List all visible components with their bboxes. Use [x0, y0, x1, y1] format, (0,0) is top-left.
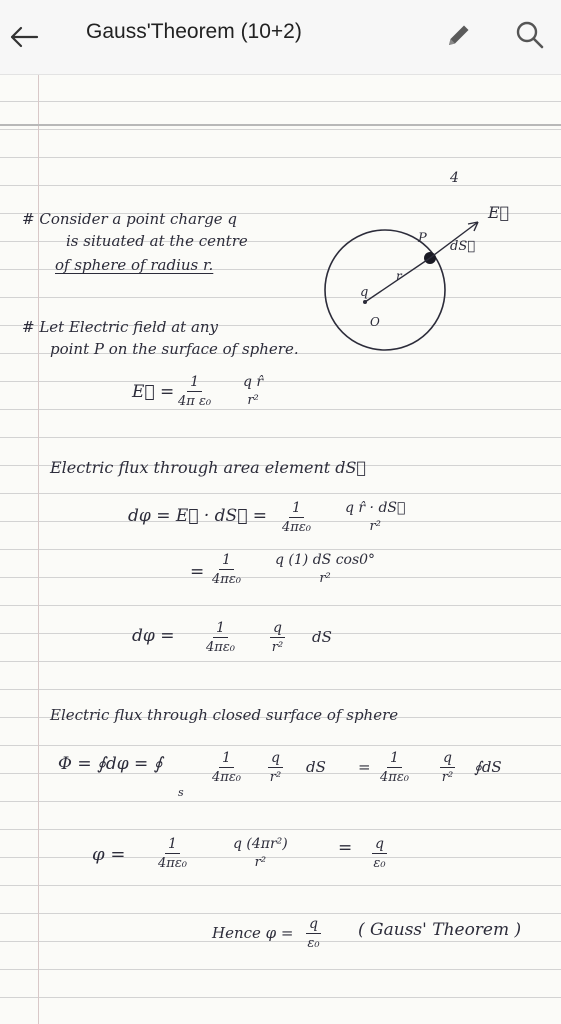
dphi2-rhs [272, 552, 378, 586]
header-rule [0, 124, 561, 126]
dphi-rhs-num: q r̂ · dS⃗ [345, 500, 406, 516]
app-bar [0, 0, 561, 75]
big-phi-sub: s [178, 786, 184, 799]
big-phi2-tail: ∮dS [474, 758, 502, 776]
intro-line-1: # Consider a point charge q [22, 210, 238, 228]
flux-heading: Electric flux through area element dS⃗ [50, 458, 367, 477]
eq-e-rhs-den: r² [247, 393, 259, 408]
big-phi2-rhs-num: q [440, 750, 455, 768]
phi-result-num: q [372, 836, 387, 854]
dphi3-frac [206, 620, 235, 655]
eq-e-frac [178, 374, 211, 409]
phi-mid-num: q (4πr²) [233, 836, 288, 852]
dphi-frac-den: 4πε₀ [282, 520, 312, 535]
big-phi-rhs-num: q [268, 750, 283, 768]
label-q: q [360, 285, 369, 300]
dphi2-frac-num: 1 [219, 552, 234, 570]
intro-line-2: is situated at the centre [66, 232, 248, 250]
hence-frac [306, 916, 321, 951]
dphi-rhs [342, 500, 408, 534]
big-phi-frac-den: 4πε₀ [212, 770, 242, 785]
closed-surface-heading: Electric flux through closed surface of sphere [50, 706, 399, 724]
hence-label: Hence φ = [212, 924, 294, 942]
big-phi-rhs-den: r² [269, 770, 282, 785]
dphi-lhs: dφ = E⃗ · dS⃗ = [128, 506, 268, 526]
eq-e-lhs: E⃗ = [132, 382, 175, 402]
eq-e-rhs-num: q r̂ [243, 374, 264, 390]
big-phi-lhs: Φ = ∮dφ = ∮ [58, 754, 163, 774]
dphi2-rhs-den: r² [319, 571, 331, 586]
dphi-frac-num: 1 [289, 500, 304, 518]
dphi3-rhs [270, 620, 285, 655]
label-p: P [418, 231, 427, 246]
big-phi2-frac-den: 4πε₀ [380, 770, 410, 785]
big-phi-tail: dS [306, 758, 326, 776]
edit-button[interactable] [441, 17, 477, 53]
intro-line-3: of sphere of radius r. [55, 256, 214, 274]
phi-result-den: ε₀ [373, 856, 386, 871]
big-phi2-rhs-den: r² [441, 770, 454, 785]
label-ds: dS⃗ [450, 239, 476, 254]
phi-frac-num: 1 [165, 836, 180, 854]
page-title: Gauss'Theorem (10+2) [86, 20, 302, 43]
big-phi-frac [212, 750, 241, 785]
label-r: r [396, 269, 402, 283]
pencil-icon [446, 22, 472, 48]
label-e: E⃗ [488, 203, 510, 222]
phi-lhs: φ = [92, 844, 126, 865]
phi-frac [158, 836, 187, 871]
gauss-theorem-label: ( Gauss' Theorem ) [358, 920, 522, 940]
dphi3-rhs-den: r² [271, 640, 284, 655]
big-phi-eq2: = [358, 758, 371, 776]
dphi-rhs-den: r² [369, 519, 381, 534]
eq-e-frac-den: 4π ε₀ [178, 394, 212, 409]
big-phi2-frac-num: 1 [387, 750, 402, 768]
dphi3-tail: dS [312, 628, 332, 646]
hence-den: ε₀ [307, 936, 320, 951]
dphi3-lhs: dφ = [132, 626, 175, 646]
eq-e-rhs [240, 374, 266, 408]
label-o: O [370, 315, 380, 329]
dphi2-eq: = [190, 562, 205, 582]
dphi2-frac [212, 552, 241, 587]
field-line-1: # Let Electric field at any [22, 318, 219, 336]
hence-num: q [306, 916, 321, 934]
big-phi-rhs [268, 750, 283, 785]
phi-mid-den: r² [254, 855, 267, 870]
dphi3-frac-den: 4πε₀ [206, 640, 236, 655]
dphi2-rhs-num: q (1) dS cos0° [275, 552, 376, 568]
big-phi2-rhs [440, 750, 455, 785]
field-line-2: point P on the surface of sphere. [50, 340, 299, 358]
phi-mid [230, 836, 291, 870]
page-number: 4 [450, 170, 459, 186]
sphere-circle [325, 230, 445, 350]
eq-e-frac-num: 1 [187, 374, 202, 392]
dphi3-frac-num: 1 [213, 620, 228, 638]
back-button[interactable] [6, 19, 42, 55]
phi-eq: = [338, 838, 353, 858]
sphere-diagram [318, 176, 558, 376]
notebook-page [0, 74, 561, 1024]
dphi2-frac-den: 4πε₀ [212, 572, 242, 587]
dphi-frac [282, 500, 311, 535]
search-button[interactable] [510, 15, 550, 55]
arrow-left-icon [9, 26, 39, 48]
search-icon [515, 20, 545, 50]
dphi3-rhs-num: q [270, 620, 285, 638]
big-phi-frac-num: 1 [219, 750, 234, 768]
phi-result [372, 836, 387, 871]
big-phi2-frac [380, 750, 409, 785]
phi-frac-den: 4πε₀ [158, 856, 188, 871]
